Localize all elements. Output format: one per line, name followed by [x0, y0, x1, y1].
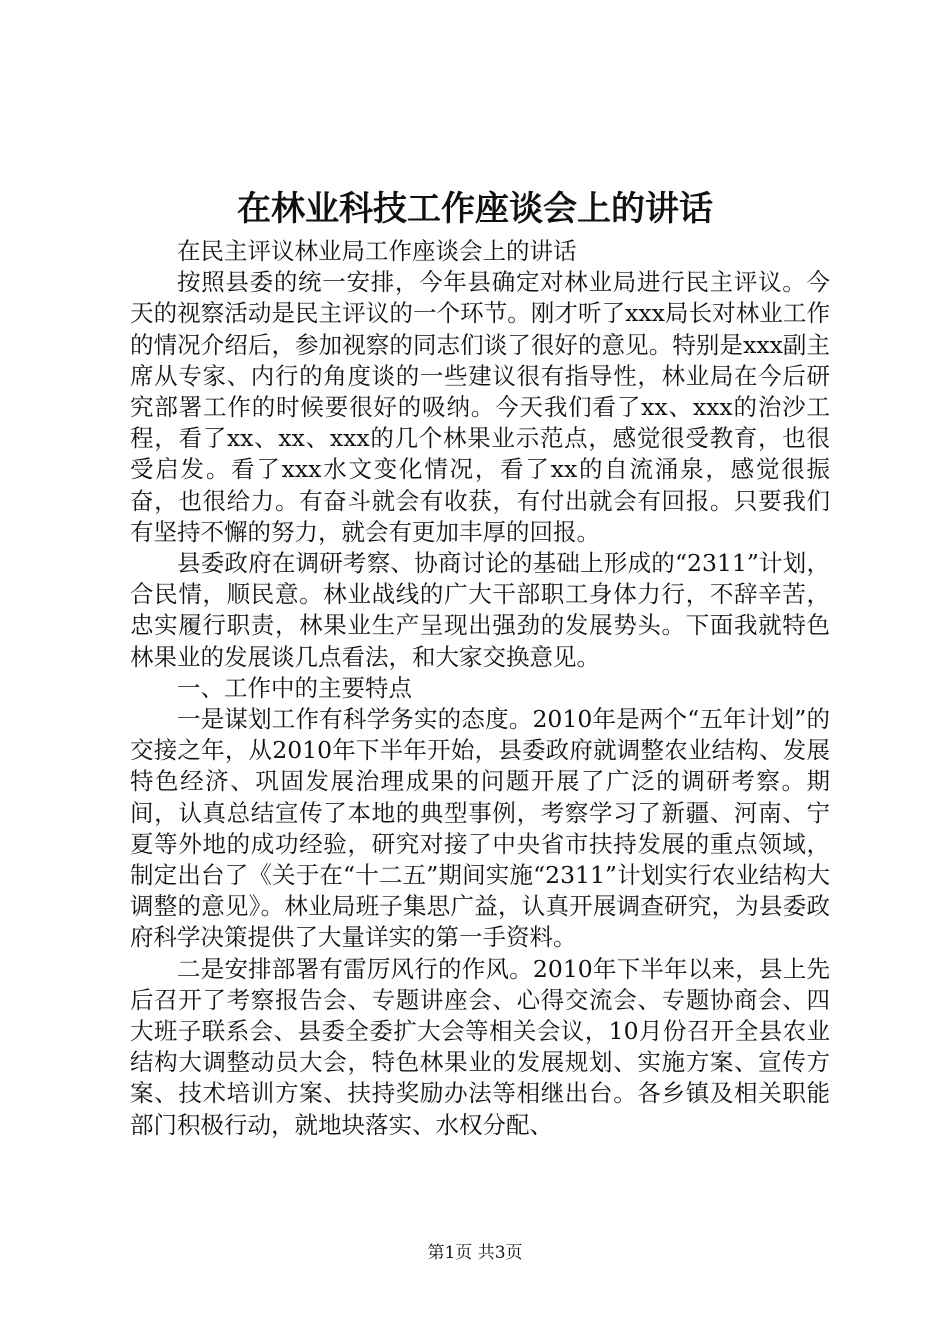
paragraph: 县委政府在调研考察、协商讨论的基础上形成的“2311”计划，合民情，顺民意。林业战线的广大干部职工身体力行，不辞辛苦，忠实履行职责，林果业生产呈现出强劲的发展势头。下面我就特色林果业的发展谈几点看法，和大家交换意见。	[130, 549, 830, 671]
paragraph-subtitle: 在民主评议林业局工作座谈会上的讲话	[177, 237, 577, 265]
paragraph: 按照县委的统一安排，今年县确定对林业局进行民主评议。今天的视察活动是民主评议的一个环节。刚才听了xxx局长对林业工作的情况介绍后，参加视察的同志们谈了很好的意见。特别是xxx副主席从专家、内行的角度谈的一些建议很有指导性，林业局在今后研究部署工作的时候要很好的吸纳。今天我们看了xx、xxx的治沙工程，看了xx、xx、xxx的几个林果业示范点，感觉很受教育，也很受启发。看了xxx水文变化情况，看了xx的自流涌泉，感觉很振奋，也很给力。有奋斗就会有收获，有付出就会有回报。只要我们有坚持不懈的努力，就会有更加丰厚的回报。	[130, 268, 830, 546]
paragraph: 一是谋划工作有科学务实的态度。2010年是两个“五年计划”的交接之年，从2010年下半年开始，县委政府就调整农业结构、发展特色经济、巩固发展治理成果的问题开展了广泛的调研考察。期间，认真总结宣传了本地的典型事例，考察学习了新疆、河南、宁夏等外地的成功经验，研究对接了中央省市扶持发展的重点领域，制定出台了《关于在“十二五”期间实施“2311”计划实行农业结构大调整的意见》。林业局班子集思广益，认真开展调查研究，为县委政府科学决策提供了大量详实的第一手资料。	[130, 705, 830, 952]
document-body	[130, 236, 830, 1141]
paragraph: 二是安排部署有雷厉风行的作风。2010年下半年以来，县上先后召开了考察报告会、专题讲座会、心得交流会、专题协商会、四大班子联系会、县委全委扩大会等相关会议，10月份召开全县农业结构大调整动员大会，特色林果业的发展规划、实施方案、宣传方案、技术培训方案、扶持奖励办法等相继出台。各乡镇及相关职能部门积极行动，就地块落实、水权分配、	[130, 954, 830, 1139]
document-title: 在林业科技工作座谈会上的讲话	[237, 189, 713, 229]
page-footer: 第1页 共3页	[427, 1243, 523, 1263]
section-heading: 一、工作中的主要特点	[177, 673, 412, 702]
